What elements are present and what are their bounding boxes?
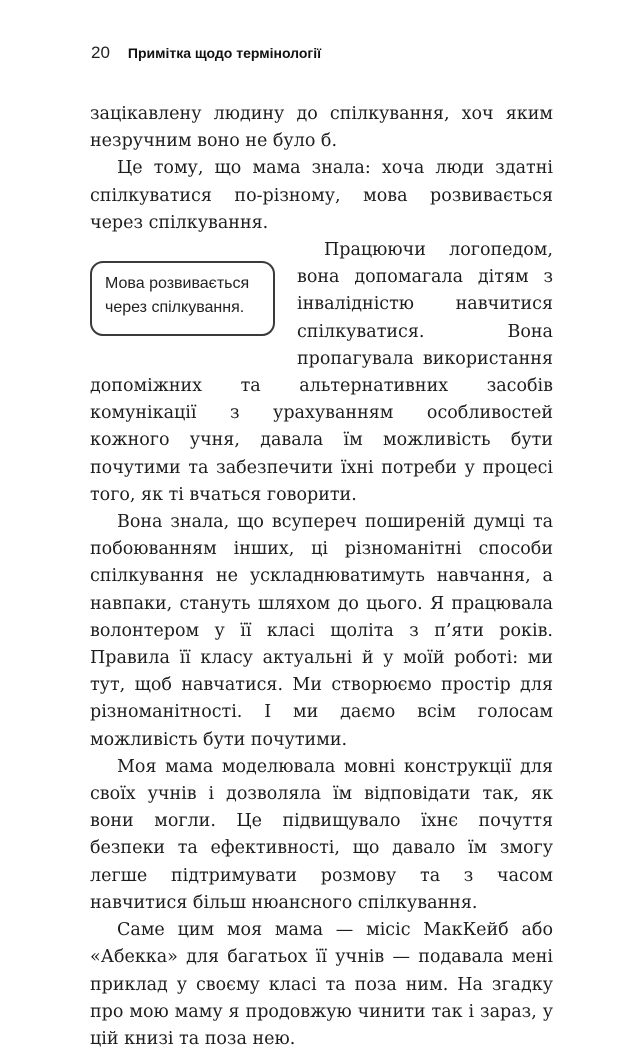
paragraph-1: зацікавлену людину до спілкування, хоч яким незручним воно не було б.	[90, 104, 553, 152]
paragraph-5: Моя мама моделювала мовні конструкції для своїх учнів і дозволяла їм відповідати так, як вони могли. Це підвищувало їхнє почуття безпеки та ефективності, що давало їм змогу легше підтримувати розмову та з часом навчитися більш нюансного спілкування.	[90, 756, 553, 913]
running-header	[91, 41, 321, 65]
paragraph-2: Це тому, що мама знала: хоча люди здатні спілкуватися по-різному, мова розвивається через спілкування.	[90, 158, 553, 233]
paragraph-4: Вона знала, що всупереч поширеній думці та побоюванням інших, ці різноманітні способи спілкування не ускладнюватимуть навчання, а навпаки, стануть шляхом до цього. Я працювала волонтером у її класі щоліта з п’яти років. Правила її класу актуальні й у моїй роботі: ми тут, щоб навчатися. Ми створюємо простір для різноманітності. І ми даємо всім голосам можливість бути почутими.	[90, 512, 553, 750]
body-text	[90, 101, 553, 1053]
paragraph-6: Саме цим моя мама — місіс МакКейб або «Абекка» для багатьох її учнів — подавала мені приклад у своєму класі та поза ним. На згадку про мою маму я продовжую чинити так і зараз, у цій книзі та поза нею.	[90, 920, 553, 1049]
page-number: 20	[91, 43, 110, 62]
running-title: Примітка щодо термінології	[127, 45, 322, 61]
pull-quote-box: Мова розвивається через спілкування.	[90, 261, 275, 336]
paragraph-3: Працюючи логопедом, вона допомагала дітям з інвалідністю навчитися спілкуватися. Вона пропагувала використання допоміжних та альтернативних засобів комунікації з урахуванням особливостей кожного учня, давала їм можливість бути почутими та забезпечити їхні потреби у процесі того, як ті вчаться говорити.	[90, 240, 553, 505]
